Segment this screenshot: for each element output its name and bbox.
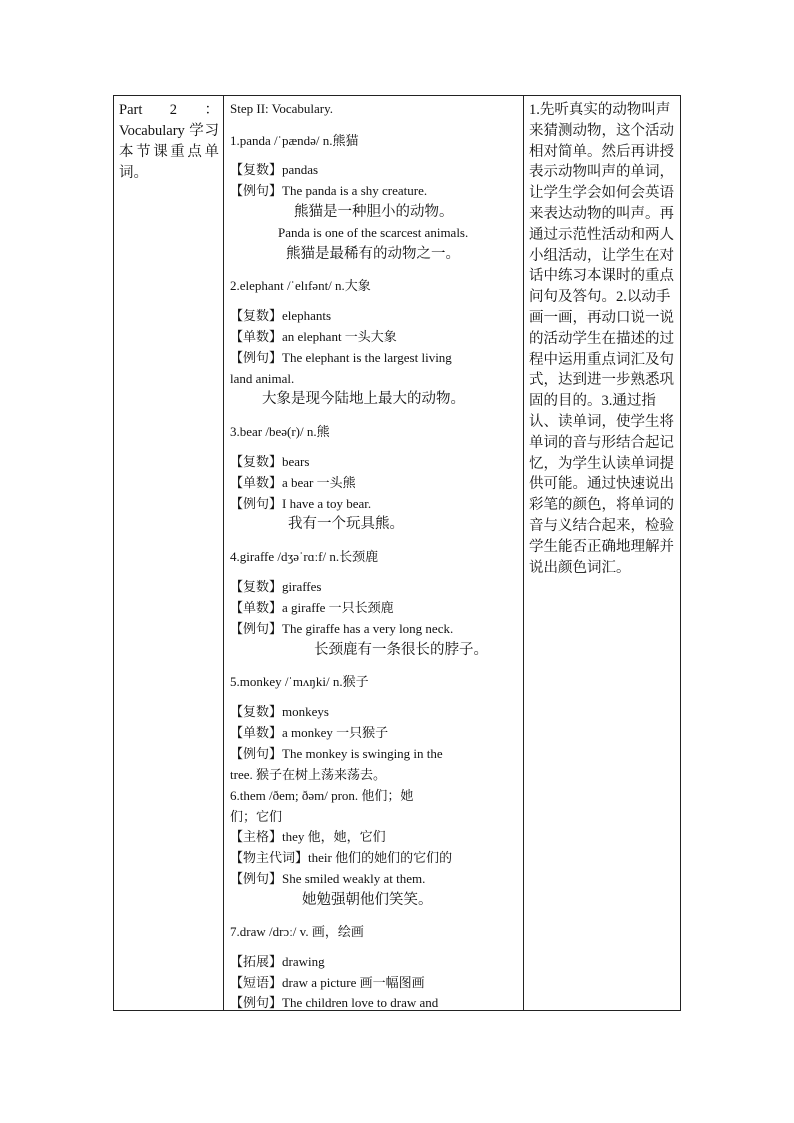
elephant-example-1-cont: land animal.	[230, 371, 295, 386]
middle-column	[224, 96, 524, 1010]
draw-example-1: 【例句】The children love to draw and	[230, 995, 439, 1010]
panda-entry-head: 1.panda /ˈpændə/ n.熊猫	[230, 133, 359, 148]
panda-example-1: 【例句】The panda is a shy creature.	[230, 183, 428, 198]
right-cell-text: 1.先听真实的动物叫声来猜测动物，这个活动相对简单。然后再讲授表示动物叫声的单词，让学生学会如何会英语来表达动物的叫声。再通过示范性活动和两人小组活动，让学生在对话中练习本课时的重点问句及答句。2.以动手画一画，再动口说一说的活动学生在描述的过程中运用重点词汇及句式，达到进一步熟悉巩固的目的。3.通过指认、读单词，使学生将单词的音与形结合起记忆，为学生认读单词提供可能。通过快速说出彩笔的颜色，将单词的音与义结合起来，检验学生能否正确地理解并说出颜色词汇。	[529, 102, 674, 576]
them-example-1-zh: 她勉强朝他们笑笑。	[302, 892, 433, 908]
monkey-entry-head: 5.monkey /ˈmʌŋki/ n.猴子	[230, 674, 369, 689]
them-example-1: 【例句】She smiled weakly at them.	[230, 871, 426, 886]
draw-extension: 【拓展】drawing	[230, 954, 325, 969]
giraffe-entry-head: 4.giraffe /dʒəˈrɑːf/ n.长颈鹿	[230, 549, 379, 564]
elephant-singular: 【单数】an elephant 一头大象	[230, 329, 397, 344]
panda-example-2-zh: 熊猫是最稀有的动物之一。	[286, 246, 460, 262]
elephant-plural: 【复数】elephants	[230, 308, 332, 323]
left-column	[114, 96, 224, 1010]
panda-example-2: Panda is one of the scarcest animals.	[278, 225, 469, 240]
right-column	[524, 96, 680, 1010]
giraffe-example-1: 【例句】The giraffe has a very long neck.	[230, 621, 454, 636]
them-entry-head-cont: 们；它们	[230, 809, 283, 824]
draw-entry-head: 7.draw /drɔː/ v. 画，绘画	[230, 924, 364, 939]
bear-singular: 【单数】a bear 一头熊	[230, 475, 356, 490]
elephant-example-1: 【例句】The elephant is the largest living	[230, 350, 452, 365]
elephant-entry-head: 2.elephant /ˈelɪfənt/ n.大象	[230, 278, 371, 293]
them-possessive: 【物主代词】their 他们的她们的它们的	[230, 850, 453, 865]
giraffe-plural: 【复数】giraffes	[230, 579, 322, 594]
giraffe-example-1-zh: 长颈鹿有一条很长的脖子。	[314, 642, 488, 658]
step-heading: Step II: Vocabulary.	[230, 101, 334, 116]
bear-entry-head: 3.bear /beə(r)/ n.熊	[230, 424, 330, 439]
monkey-example-1-cont: tree. 猴子在树上荡来荡去。	[230, 767, 386, 782]
them-entry-head: 6.them /ðem; ðəm/ pron. 他们；她	[230, 788, 414, 803]
draw-phrase: 【短语】draw a picture 画一幅图画	[230, 975, 425, 990]
monkey-example-1: 【例句】The monkey is swinging in the	[230, 746, 443, 761]
elephant-example-1-zh: 大象是现今陆地上最大的动物。	[262, 391, 465, 407]
bear-example-1-zh: 我有一个玩具熊。	[288, 516, 404, 532]
bear-example-1: 【例句】I have a toy bear.	[230, 496, 372, 511]
panda-example-1-zh: 熊猫是一种胆小的动物。	[294, 204, 454, 220]
left-cell-text: Part 2 ：Vocabulary 学习本节课重点单词。	[119, 102, 219, 181]
giraffe-singular: 【单数】a giraffe 一只长颈鹿	[230, 600, 394, 615]
bear-plural: 【复数】bears	[230, 454, 310, 469]
panda-plural: 【复数】pandas	[230, 162, 319, 177]
them-subject: 【主格】they 他，她，它们	[230, 829, 386, 844]
lesson-table	[113, 95, 681, 1011]
monkey-plural: 【复数】monkeys	[230, 704, 329, 719]
monkey-singular: 【单数】a monkey 一只猴子	[230, 725, 389, 740]
